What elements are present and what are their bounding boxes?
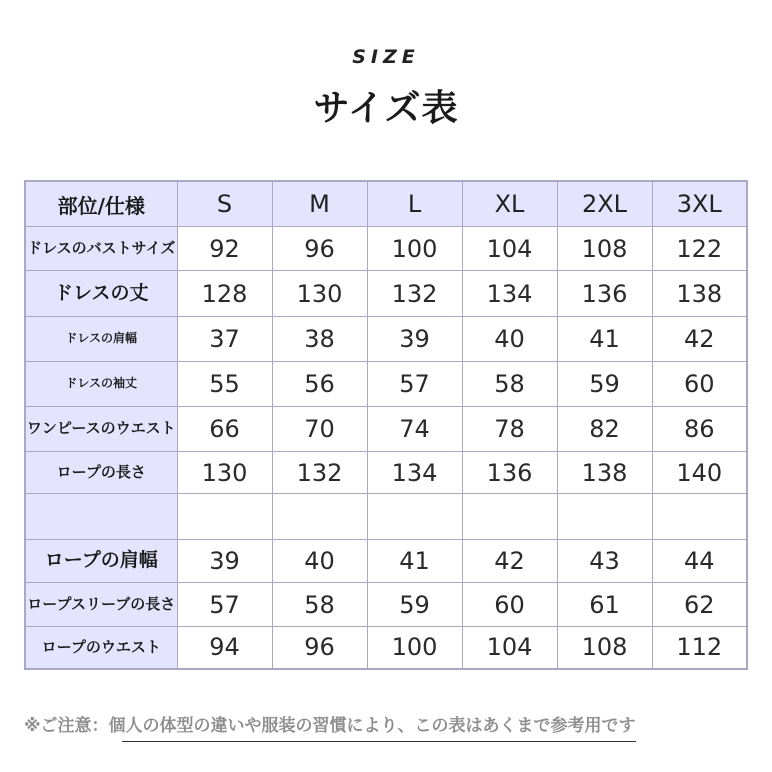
table-cell: 44 xyxy=(652,540,747,583)
table-cell: 74 xyxy=(367,407,462,452)
table-cell: 112 xyxy=(652,627,747,669)
table-cell: 61 xyxy=(557,583,652,627)
row-label: ロープの肩幅 xyxy=(25,540,177,583)
table-cell: 100 xyxy=(367,627,462,669)
table-cell: 130 xyxy=(272,271,367,317)
table-cell: 42 xyxy=(652,317,747,362)
table-row xyxy=(25,627,747,669)
size-chart-table xyxy=(24,180,748,670)
table-cell: 132 xyxy=(367,271,462,317)
table-cell: 59 xyxy=(367,583,462,627)
table-cell: 78 xyxy=(462,407,557,452)
table-cell: 43 xyxy=(557,540,652,583)
table-cell: 70 xyxy=(272,407,367,452)
row-label: ワンピースのウエスト xyxy=(25,407,177,452)
size-header: XL xyxy=(462,181,557,227)
table-cell: 37 xyxy=(177,317,272,362)
table-cell xyxy=(462,494,557,540)
table-cell: 128 xyxy=(177,271,272,317)
table-cell: 138 xyxy=(557,452,652,494)
table-cell: 40 xyxy=(272,540,367,583)
table-cell: 104 xyxy=(462,227,557,271)
row-label: ドレスの肩幅 xyxy=(25,317,177,362)
table-corner-label: 部位/仕様 xyxy=(25,181,177,227)
table-cell: 41 xyxy=(557,317,652,362)
table-header-row xyxy=(25,181,747,227)
table-cell: 140 xyxy=(652,452,747,494)
table-cell: 58 xyxy=(272,583,367,627)
table-cell: 136 xyxy=(557,271,652,317)
table-cell: 134 xyxy=(462,271,557,317)
table-row xyxy=(25,583,747,627)
table-row xyxy=(25,271,747,317)
table-cell: 108 xyxy=(557,227,652,271)
row-label xyxy=(25,494,177,540)
table-cell: 41 xyxy=(367,540,462,583)
table-cell: 62 xyxy=(652,583,747,627)
table-cell: 92 xyxy=(177,227,272,271)
table-cell: 134 xyxy=(367,452,462,494)
table-cell xyxy=(557,494,652,540)
row-label: ロープスリーブの長さ xyxy=(25,583,177,627)
table-cell: 38 xyxy=(272,317,367,362)
row-label: ドレスの丈 xyxy=(25,271,177,317)
size-label: SIZE xyxy=(352,46,420,68)
table-cell: 96 xyxy=(272,227,367,271)
row-label: ロープのウエスト xyxy=(25,627,177,669)
table-cell: 66 xyxy=(177,407,272,452)
size-header: M xyxy=(272,181,367,227)
table-row xyxy=(25,540,747,583)
note-underline xyxy=(122,741,636,742)
table-cell: 82 xyxy=(557,407,652,452)
table-row-empty xyxy=(25,494,747,540)
table-row xyxy=(25,317,747,362)
table-cell: 60 xyxy=(462,583,557,627)
table-cell xyxy=(272,494,367,540)
table-cell: 58 xyxy=(462,362,557,407)
table-cell: 132 xyxy=(272,452,367,494)
table-cell: 86 xyxy=(652,407,747,452)
table-cell: 39 xyxy=(177,540,272,583)
table-cell: 56 xyxy=(272,362,367,407)
table-cell: 108 xyxy=(557,627,652,669)
size-header: 3XL xyxy=(652,181,747,227)
row-label: ドレスのバストサイズ xyxy=(25,227,177,271)
table-cell: 42 xyxy=(462,540,557,583)
table-cell: 40 xyxy=(462,317,557,362)
table-row xyxy=(25,452,747,494)
disclaimer-note: ※ご注意：個人の体型の違いや服装の習慣により、この表はあくまで参考用です xyxy=(24,716,636,736)
table-cell: 104 xyxy=(462,627,557,669)
table-cell: 57 xyxy=(367,362,462,407)
row-label: ドレスの袖丈 xyxy=(25,362,177,407)
table-cell: 136 xyxy=(462,452,557,494)
table-cell xyxy=(652,494,747,540)
size-header: S xyxy=(177,181,272,227)
table-cell: 94 xyxy=(177,627,272,669)
page-title: サイズ表 xyxy=(313,88,459,129)
table-cell: 130 xyxy=(177,452,272,494)
row-label: ロープの長さ xyxy=(25,452,177,494)
size-header: 2XL xyxy=(557,181,652,227)
table-cell: 59 xyxy=(557,362,652,407)
table-cell: 39 xyxy=(367,317,462,362)
table-cell xyxy=(177,494,272,540)
table-cell: 122 xyxy=(652,227,747,271)
table-cell: 60 xyxy=(652,362,747,407)
table-cell: 57 xyxy=(177,583,272,627)
table-cell: 138 xyxy=(652,271,747,317)
table-row xyxy=(25,407,747,452)
table-row xyxy=(25,362,747,407)
table-row xyxy=(25,227,747,271)
table-cell xyxy=(367,494,462,540)
size-header: L xyxy=(367,181,462,227)
table-cell: 100 xyxy=(367,227,462,271)
table-cell: 55 xyxy=(177,362,272,407)
table-cell: 96 xyxy=(272,627,367,669)
